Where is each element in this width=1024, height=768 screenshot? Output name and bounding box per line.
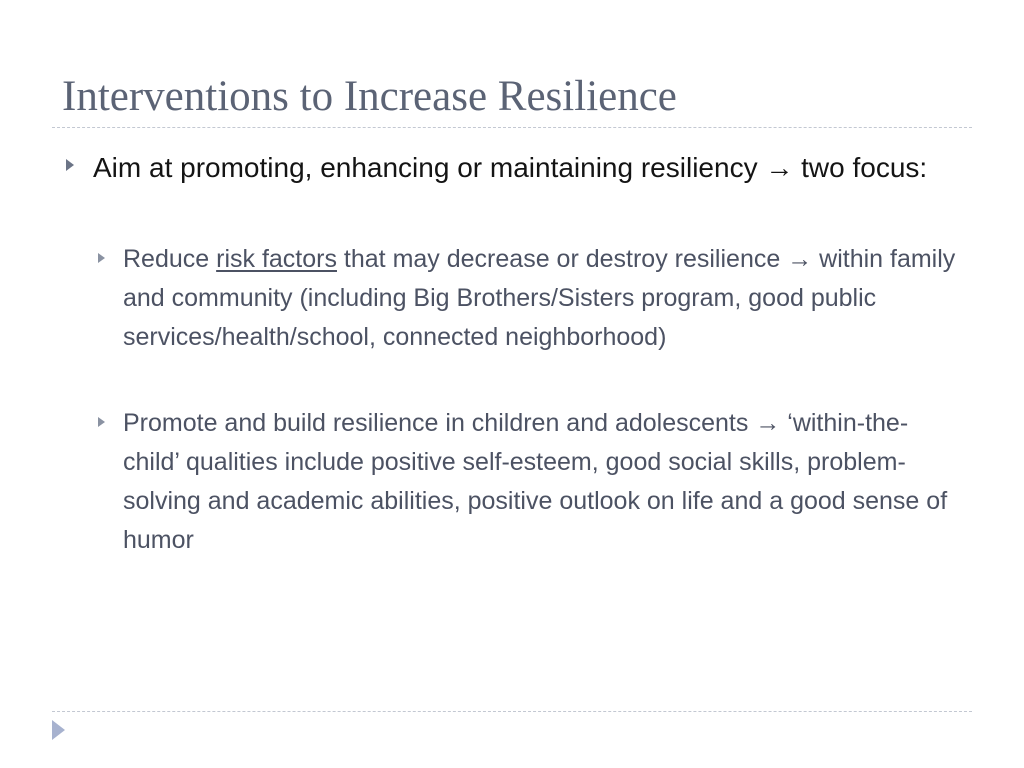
- bullet-level2-suffix: that may decrease or destroy resilience → within family and community (including Big Brothers/Sisters program, good public services/health/school, connected neighborhood): [123, 245, 956, 351]
- next-slide-icon[interactable]: [52, 720, 65, 740]
- title-divider: [52, 127, 972, 128]
- risk-factors-underlined: risk factors: [216, 245, 337, 273]
- triangle-bullet-icon: [98, 253, 105, 263]
- footer-divider: [52, 711, 972, 712]
- bullet-level2-promote-resilience: [123, 404, 963, 560]
- triangle-bullet-icon: [66, 159, 74, 171]
- bullet-level1: [93, 145, 973, 190]
- bullet-level2-text: Promote and build resilience in children and adolescents → ‘within-the-child’ qualities include positive self-esteem, good social skills, problem-solving and academic abilities, positive outlook on life and a good sense of humor: [123, 409, 948, 554]
- bullet-level2-prefix: Reduce: [123, 245, 217, 273]
- slide-title: Interventions to Increase Resilience: [62, 73, 677, 120]
- bullet-level2-reduce-risk: [123, 240, 963, 357]
- bullet-level1-text: Aim at promoting, enhancing or maintaining resiliency → two focus:: [93, 152, 928, 183]
- triangle-bullet-icon: [98, 417, 105, 427]
